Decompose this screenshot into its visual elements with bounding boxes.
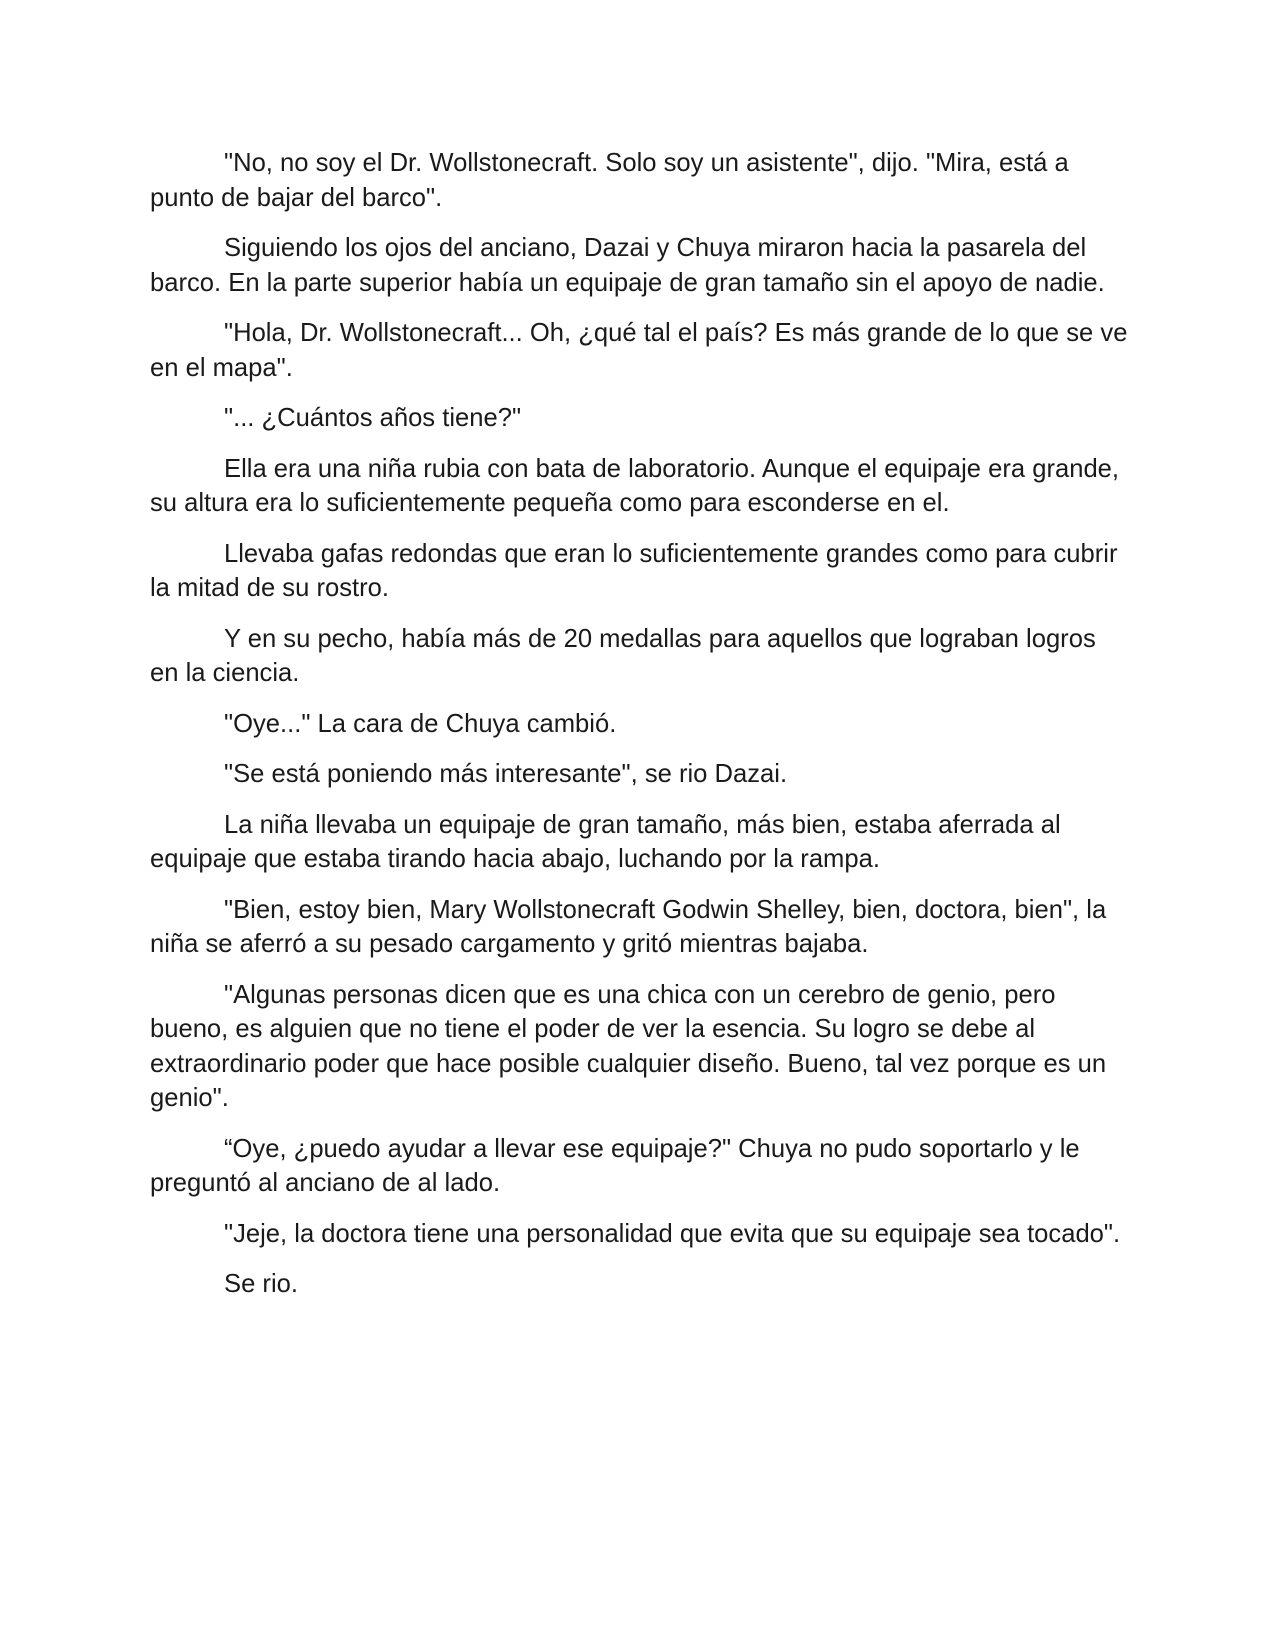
paragraph: "Jeje, la doctora tiene una personalidad que evita que su equipaje sea tocado". [224,1219,1121,1248]
paragraph: La niña llevaba un equipaje de gran tamaño, más bien, estaba aferrada al equipaje que estaba tirando hacia abajo, luchando por la rampa. [150,810,1061,873]
paragraph: "No, no soy el Dr. Wollstonecraft. Solo soy un asistente", dijo. "Mira, está a punto de bajar del barco". [150,149,1069,212]
paragraph: “Oye, ¿puedo ayudar a llevar ese equipaje?" Chuya no pudo soportarlo y le preguntó al anciano de al lado. [150,1134,1080,1197]
paragraph: Siguiendo los ojos del anciano, Dazai y Chuya miraron hacia la pasarela del barco. En la parte superior había un equipaje de gran tamaño sin el apoyo de nadie. [150,234,1105,297]
paragraph: Llevaba gafas redondas que eran lo suficientemente grandes como para cubrir la mitad de su rostro. [150,539,1118,602]
paragraph: "Algunas personas dicen que es una chica con un cerebro de genio, pero bueno, es alguien que no tiene el poder de ver la esencia. Su logro se debe al extraordinario poder que hace posible cualquier diseño. Bueno, tal vez porque es un genio". [150,980,1107,1112]
paragraph: "Se está poniendo más interesante", se rio Dazai. [224,760,788,788]
paragraph: Se rio. [224,1270,298,1298]
paragraph: Ella era una niña rubia con bata de laboratorio. Aunque el equipaje era grande, su altura era lo suficientemente pequeña como para esconderse en el. [150,454,1120,517]
paragraph: Y en su pecho, había más de 20 medallas para aquellos que lograban logros en la ciencia. [150,624,1096,687]
paragraph: "Oye..." La cara de Chuya cambió. [224,709,617,738]
document-page [150,146,1130,1318]
paragraph: "Bien, estoy bien, Mary Wollstonecraft Godwin Shelley, bien, doctora, bien", la niña se aferró a su pesado cargamento y gritó mientras bajaba. [150,895,1107,958]
paragraph: "Hola, Dr. Wollstonecraft... Oh, ¿qué tal el país? Es más grande de lo que se ve en el mapa". [150,319,1128,382]
paragraph: "... ¿Cuántos años tiene?" [224,404,522,432]
